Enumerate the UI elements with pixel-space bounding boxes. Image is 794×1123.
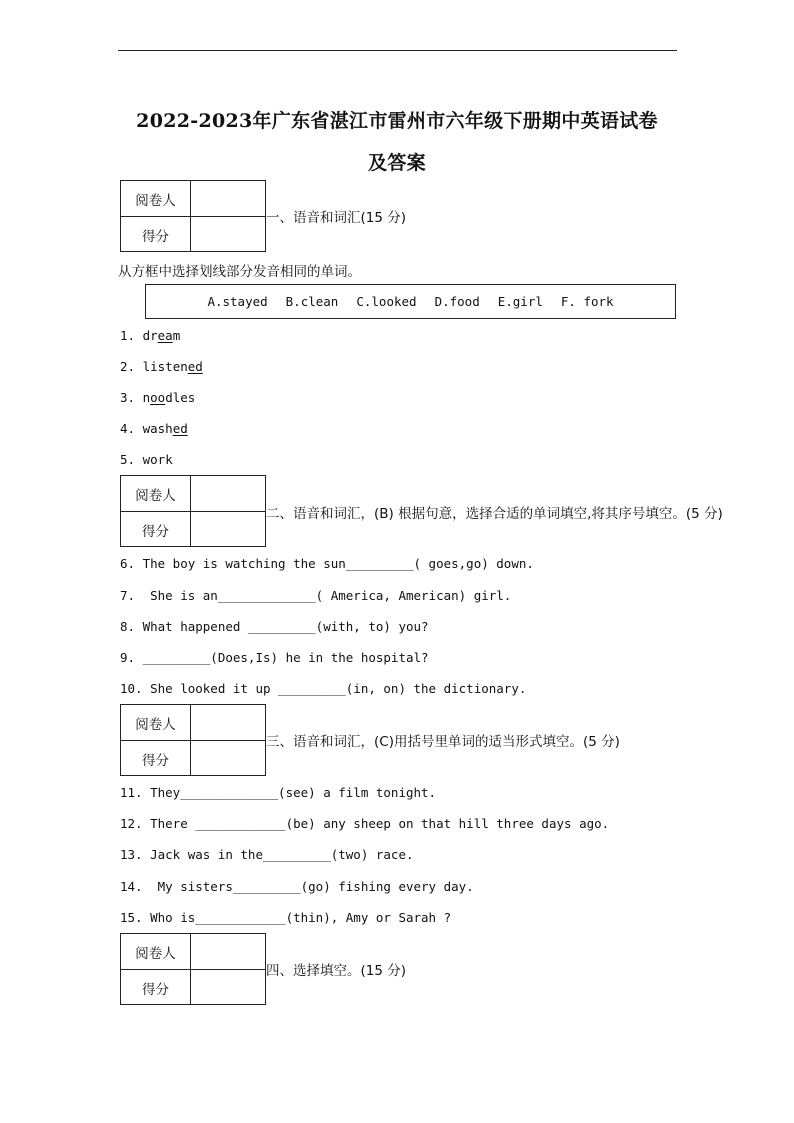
question-13: 13. Jack was in the_________(two) race. [120, 847, 414, 862]
option-e: E.girl [497, 294, 543, 309]
question-12: 12. There ____________(be) any sheep on that hill three days ago. [120, 816, 610, 831]
reviewer-cell [191, 705, 265, 740]
score-cell [191, 741, 265, 776]
section-1-heading: 一、语音和词汇(15 分) [266, 210, 407, 226]
score-label: 得分 [121, 741, 191, 776]
reviewer-cell [191, 476, 265, 511]
reviewer-label: 阅卷人 [121, 934, 191, 969]
score-label: 得分 [121, 970, 191, 1005]
question-14: 14. My sisters_________(go) fishing every day. [120, 879, 474, 894]
reviewer-label: 阅卷人 [121, 476, 191, 511]
score-box-3 [120, 704, 266, 776]
question-11: 11. They_____________(see) a film tonight. [120, 785, 437, 800]
section-1-instruction: 从方框中选择划线部分发音相同的单词。 [118, 264, 361, 280]
score-cell [191, 217, 265, 252]
reviewer-label: 阅卷人 [121, 705, 191, 740]
question-7: 7. She is an_____________( America, American) girl. [120, 588, 512, 603]
reviewer-cell [191, 181, 265, 216]
question-2: 2. listened [120, 359, 203, 374]
section-4-heading: 四、选择填空。(15 分) [266, 963, 407, 979]
option-a: A.stayed [207, 294, 268, 309]
score-label: 得分 [121, 512, 191, 547]
option-d: D.food [434, 294, 480, 309]
score-box-4 [120, 933, 266, 1005]
option-b: B.clean [285, 294, 339, 309]
score-box-2 [120, 475, 266, 547]
score-box-1 [120, 180, 266, 252]
question-1: 1. dream [120, 328, 181, 343]
header-rule [118, 50, 677, 51]
option-f: F. fork [560, 294, 614, 309]
reviewer-label: 阅卷人 [121, 181, 191, 216]
question-8: 8. What happened _________(with, to) you? [120, 619, 429, 634]
question-4: 4. washed [120, 421, 188, 436]
question-15: 15. Who is____________(thin), Amy or Sarah ? [120, 910, 452, 925]
options-box [145, 284, 676, 319]
question-3: 3. noodles [120, 390, 196, 405]
question-10: 10. She looked it up _________(in, on) the dictionary. [120, 681, 527, 696]
score-cell [191, 970, 265, 1005]
option-c: C.looked [356, 294, 417, 309]
page-title: 2022-2023年广东省湛江市雷州市六年级下册期中英语试卷 [136, 110, 658, 132]
question-9: 9. _________(Does,Is) he in the hospital? [120, 650, 429, 665]
section-2-heading: 二、语音和词汇，(B) 根据句意，选择合适的单词填空,将其序号填空。(5 分) [266, 506, 723, 522]
reviewer-cell [191, 934, 265, 969]
section-3-heading: 三、语音和词汇，(C)用括号里单词的适当形式填空。(5 分) [266, 734, 620, 750]
page-title-continued: 及答案 [368, 152, 426, 174]
question-6: 6. The boy is watching the sun_________( goes,go) down. [120, 556, 534, 571]
score-label: 得分 [121, 217, 191, 252]
question-5: 5. work [120, 452, 173, 467]
score-cell [191, 512, 265, 547]
